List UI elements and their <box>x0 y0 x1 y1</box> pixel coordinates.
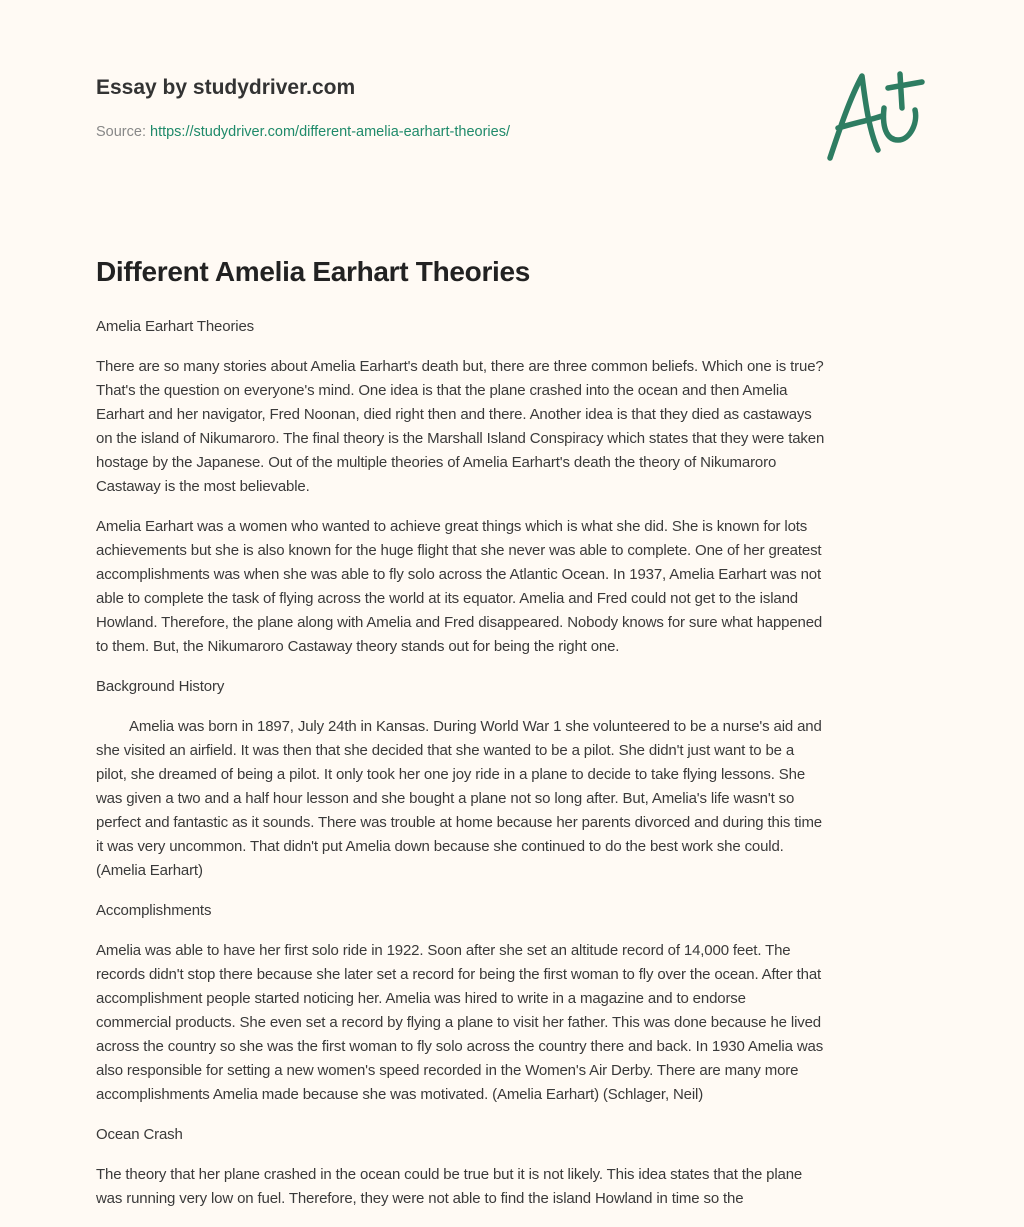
paragraph <box>96 715 936 883</box>
text-line: Amelia Earhart Theories <box>96 318 255 335</box>
text-line: to them. But, the Nikumaroro Castaway theory stands out for being the right one. <box>96 638 620 655</box>
text-line: accomplishments was when she was able to fly solo across the Atlantic Ocean. In 1937, Amelia Earhart was not <box>96 566 822 583</box>
text-line: That's the question on everyone's mind. One idea is that the plane crashed into the ocean and then Amelia <box>96 382 788 399</box>
essay-title: Different Amelia Earhart Theories <box>96 256 531 287</box>
section-heading <box>96 315 936 339</box>
paragraph <box>96 1163 936 1211</box>
text-line: it was very uncommon. That didn't put Amelia down because she continued to do the best work she could. <box>96 838 784 855</box>
text-line: on the island of Nikumaroro. The final theory is the Marshall Island Conspiracy which states that they were taken <box>96 430 825 447</box>
text-line: hostage by the Japanese. Out of the multiple theories of Amelia Earhart's death the theory of Nikumaroro <box>96 454 777 471</box>
site-brand: Essay by studydriver.com <box>96 76 356 99</box>
source-label: Source: <box>96 124 150 140</box>
text-line: achievements but she is also known for the huge flight that she never was able to complete. One of her greatest <box>96 542 822 559</box>
source-link[interactable]: https://studydriver.com/different-amelia-earhart-theories/ <box>150 124 510 140</box>
text-line: Amelia was born in 1897, July 24th in Kansas. During World War 1 she volunteered to be a nurse's aid and <box>129 718 822 735</box>
paragraph <box>96 515 936 659</box>
text-line: accomplishments Amelia made because she was motivated. (Amelia Earhart) (Schlager, Neil) <box>96 1086 704 1103</box>
text-line: Accomplishments <box>96 902 212 919</box>
source-line <box>96 124 510 140</box>
paragraph <box>96 939 936 1107</box>
text-line: Amelia Earhart was a women who wanted to achieve great things which is what she did. She is known for lots <box>96 518 808 535</box>
text-line: able to complete the task of flying across the world at its equator. Amelia and Fred could not get to the island <box>96 590 798 607</box>
text-line: Background History <box>96 678 225 695</box>
text-line: was running very low on fuel. Therefore, they were not able to find the island Howland in time so the <box>96 1190 744 1207</box>
essay-body <box>96 315 936 1227</box>
text-line: perfect and fantastic as it sounds. There was trouble at home because her parents divorced and during this time <box>96 814 822 831</box>
text-line: commercial products. She even set a record by flying a plane to visit her father. This was done because he lived <box>96 1014 821 1031</box>
text-line: Earhart and her navigator, Fred Noonan, died right then and there. Another idea is that they died as castaways <box>96 406 812 423</box>
section-heading <box>96 1123 936 1147</box>
text-line: she visited an airfield. It was then that she decided that she wanted to be a pilot. She didn't just want to be a <box>96 742 795 759</box>
text-line: Amelia was able to have her first solo ride in 1922. Soon after she set an altitude record of 14,000 feet. The <box>96 942 791 959</box>
paragraph <box>96 355 936 499</box>
text-line: The theory that her plane crashed in the ocean could be true but it is not likely. This idea states that the plane <box>96 1166 803 1183</box>
text-line: Howland. Therefore, the plane along with Amelia and Fred disappeared. Nobody knows for sure what happened <box>96 614 823 631</box>
text-line: records didn't stop there because she later set a record for being the first woman to fly over the ocean. After that <box>96 966 822 983</box>
text-line: accomplishment people started noticing her. Amelia was hired to write in a magazine and to endorse <box>96 990 746 1007</box>
text-line: was given a two and a half hour lesson and she bought a plane not so long after. But, Amelia's life wasn't so <box>96 790 795 807</box>
text-line: (Amelia Earhart) <box>96 862 203 879</box>
text-line: Ocean Crash <box>96 1126 183 1143</box>
text-line: There are so many stories about Amelia Earhart's death but, there are three common beliefs. Which one is true? <box>96 358 824 375</box>
text-line: across the country so she was the first woman to fly solo across the country there and back. In 1930 Amelia was <box>96 1038 824 1055</box>
section-heading <box>96 899 936 923</box>
text-line: Castaway is the most believable. <box>96 478 310 495</box>
text-line: also responsible for setting a new women's speed recorded in the Women's Air Derby. There are many more <box>96 1062 799 1079</box>
text-line: pilot, she dreamed of being a pilot. It only took her one joy ride in a plane to decide to take flying lessons. She <box>96 766 806 783</box>
section-heading <box>96 675 936 699</box>
a-plus-logo-icon <box>820 68 930 168</box>
